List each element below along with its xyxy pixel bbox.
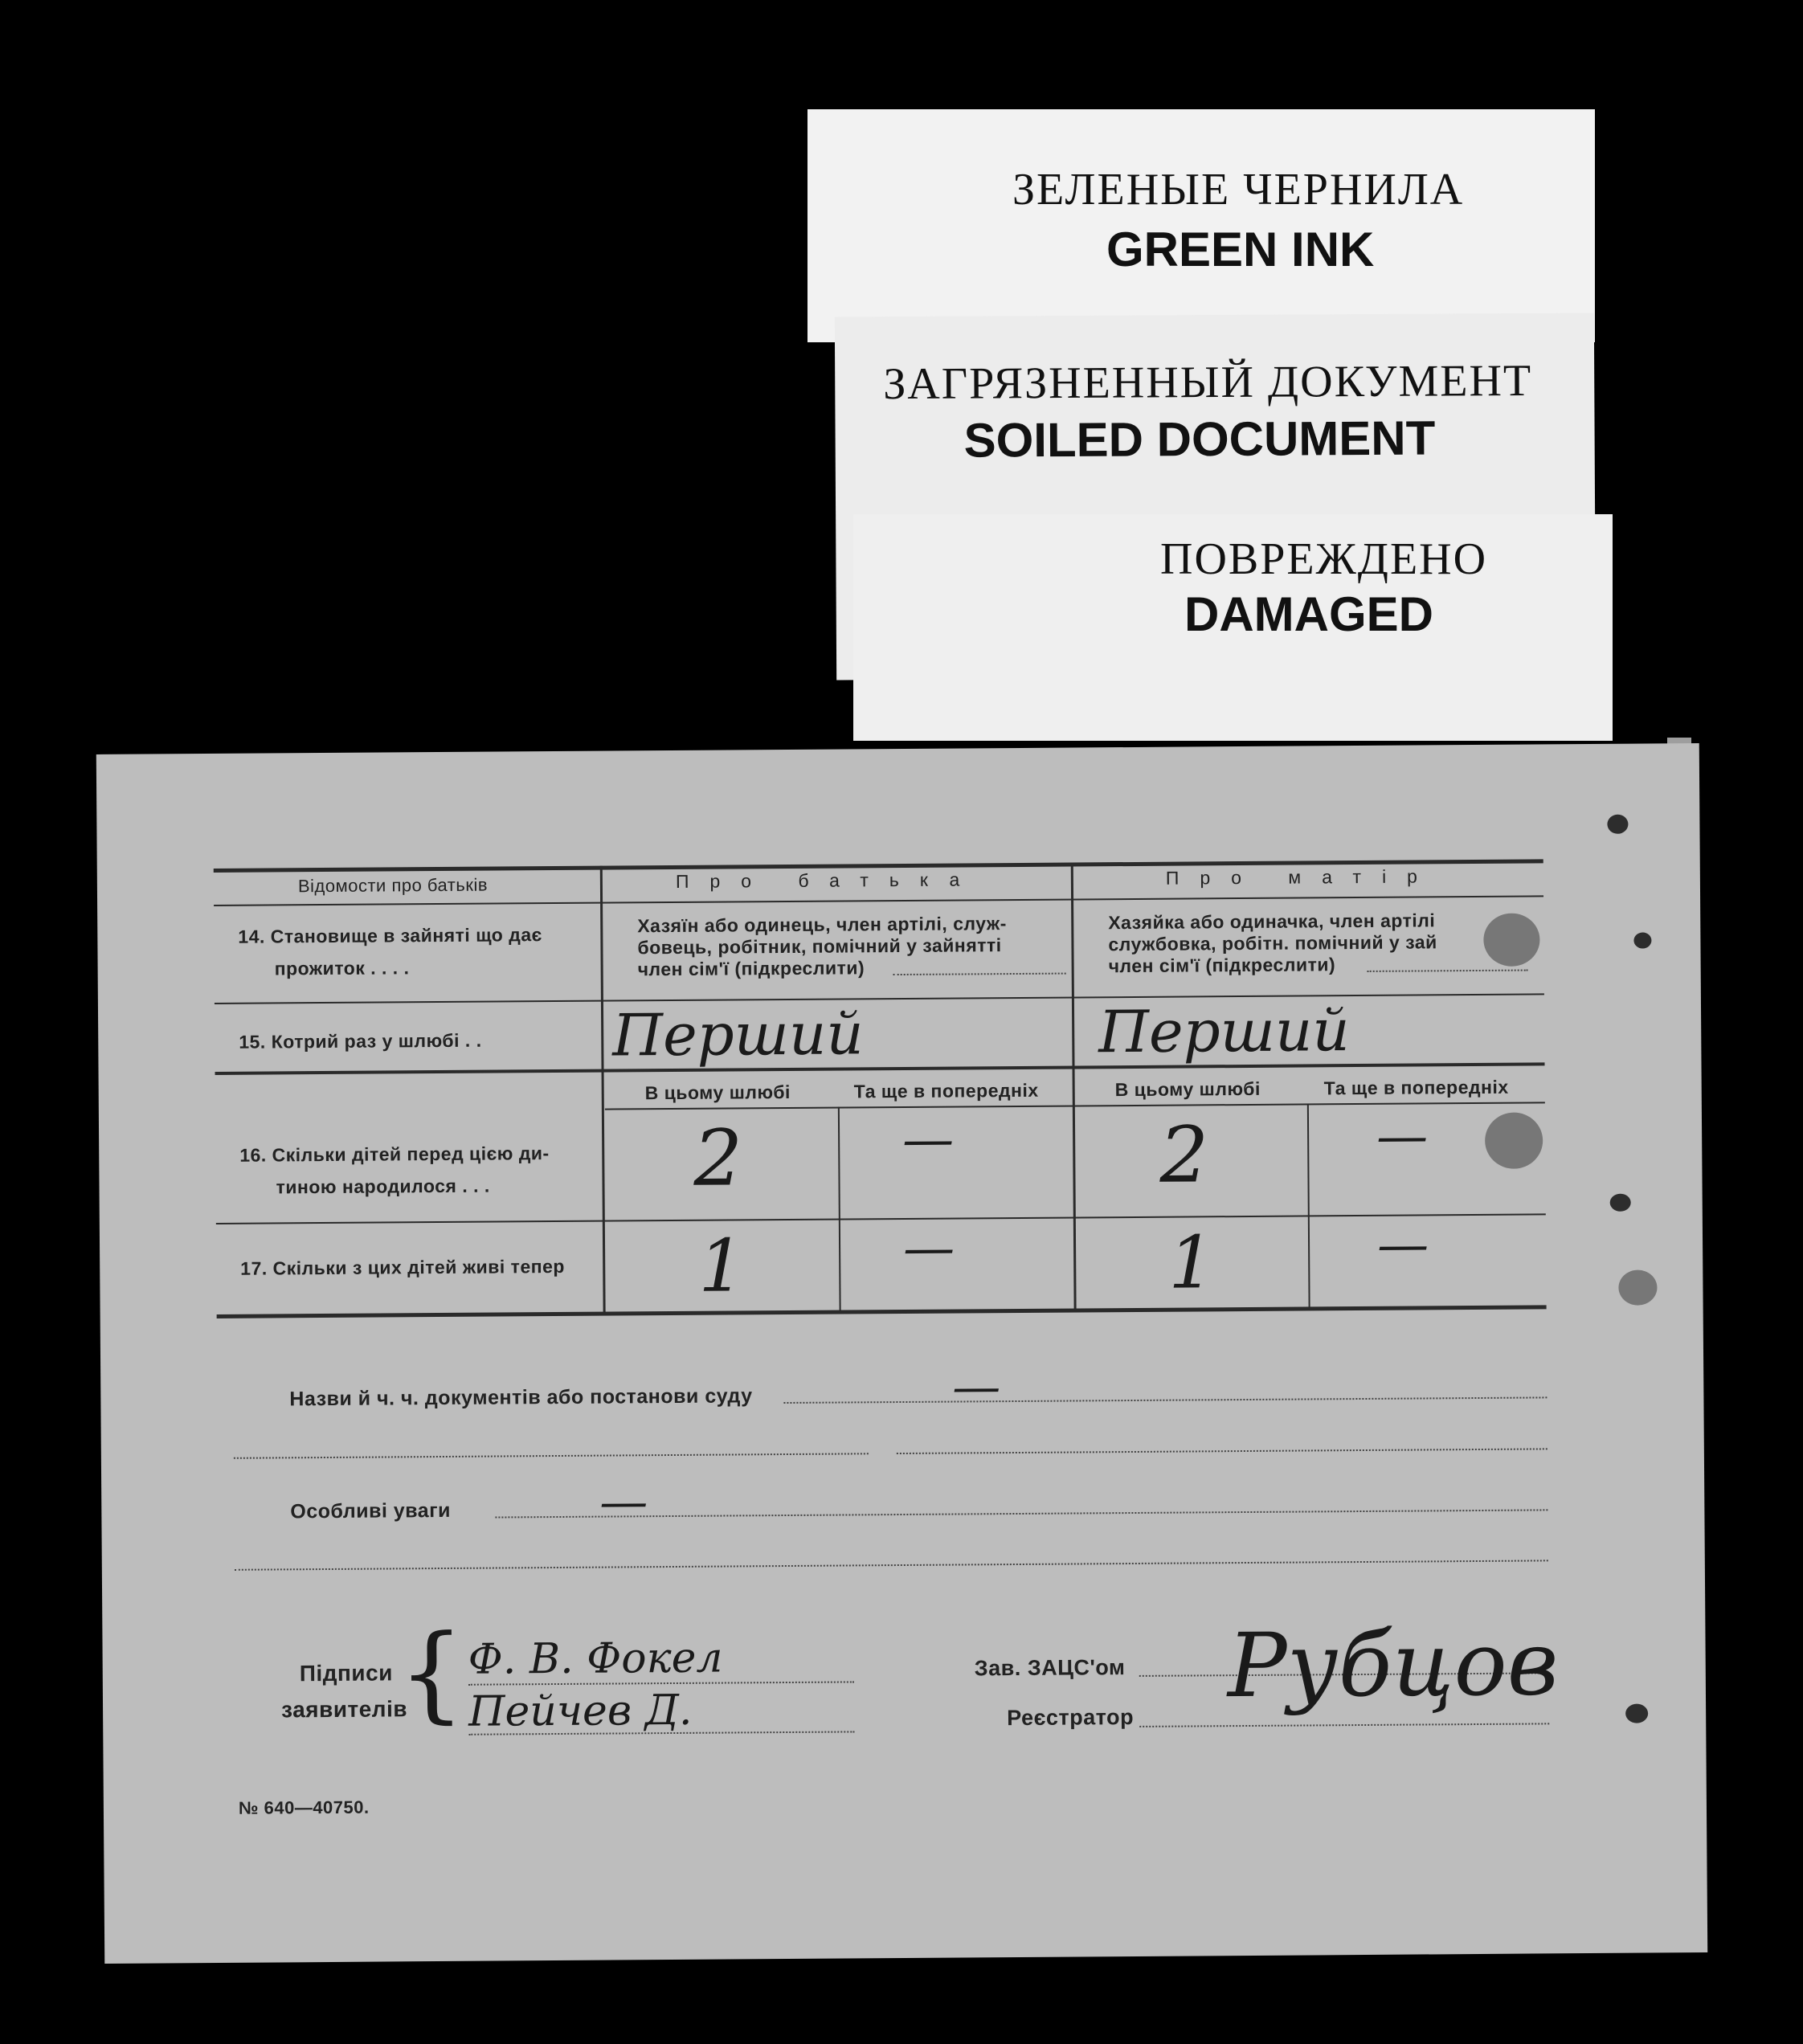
registrar-dots [1139, 1723, 1549, 1727]
green-ink-label-en: GREEN INK [1106, 223, 1375, 276]
binding-hole [1607, 815, 1628, 834]
column-divider-father [838, 1107, 841, 1313]
form-number: № 640—40750. [238, 1797, 370, 1818]
registration-form-sheet [96, 743, 1707, 1964]
row17-father-this-value: 1 [697, 1224, 745, 1309]
binding-hole [1633, 932, 1651, 948]
soiled-document-label-en: SOILED DOCUMENT [963, 411, 1436, 468]
signatures-brace: { [398, 1611, 466, 1735]
soiled-document-label-ru: ЗАГРЯЗНЕННЫЙ ДОКУМЕНТ [883, 355, 1533, 410]
damaged-label-card [853, 514, 1613, 741]
row14-father-line2: бовець, робiтник, помiчний у зайняттi [637, 934, 1002, 959]
signatures-label-line1: Пiдписи [299, 1660, 393, 1686]
damaged-label-ru: ПОВРЕЖДЕНО [1160, 534, 1488, 584]
row16-father-prev-value: — [902, 1110, 955, 1170]
applicant-signature-2: Пейчев Д. [468, 1686, 693, 1736]
notes-label: Особливi уваги [290, 1498, 452, 1523]
row14-mother-line3: член сiм'ї (пiдкреслити) [1108, 954, 1336, 977]
documents-dots-line2b [897, 1448, 1547, 1454]
green-ink-label-card [807, 109, 1595, 342]
row17-father-prev-value: — [902, 1218, 955, 1278]
row17-mother-prev-value: — [1376, 1215, 1429, 1275]
table-bottom-border [217, 1305, 1547, 1318]
row14-father-dots [893, 973, 1066, 976]
notes-dots [495, 1509, 1547, 1518]
notes-value: — [599, 1474, 648, 1531]
applicant-signature-1: Ф. В. Фокел [468, 1633, 723, 1684]
documents-label: Назви й ч. ч. документiв або постанови суду [289, 1384, 753, 1411]
subheader-father-previous: Та ще в попереднiх [853, 1079, 1039, 1102]
documents-dots [783, 1396, 1547, 1404]
binding-hole [1618, 1269, 1657, 1305]
row16-mother-this-value: 2 [1159, 1110, 1209, 1200]
binding-hole [1485, 1112, 1543, 1169]
header-parents-info: Відомости про батьків [297, 874, 489, 897]
row16-mother-prev-value: — [1376, 1106, 1429, 1167]
row15-label: 15. Котрий раз у шлюбi . . [239, 1029, 482, 1053]
row16-divider [216, 1213, 1546, 1224]
row15-father-handwritten: Перший [611, 1000, 864, 1069]
row14-mother-line1: Хазяйка або одиначка, член артiлi [1108, 910, 1436, 934]
registrar-label: Реєстратор [1007, 1704, 1135, 1731]
row14-mother-line2: службовка, робiтн. помiчний у зай [1108, 931, 1437, 955]
row16-label-line1: 16. Скiльки дiтей перед цiєю ди- [239, 1143, 550, 1166]
column-divider-2 [1071, 862, 1077, 1310]
row14-label-line2: прожиток . . . . [274, 957, 410, 979]
subheader-father-this-marriage: В цьому шлюбi [644, 1081, 791, 1104]
zags-head-label: Зав. ЗАЦС'ом [974, 1655, 1126, 1681]
signatures-label-line2: заявителiв [280, 1696, 408, 1723]
green-ink-label-ru: ЗЕЛЕНЫЕ ЧЕРНИЛА [1012, 165, 1465, 215]
row17-mother-this-value: 1 [1167, 1220, 1215, 1306]
header-about-mother: Про матір [1165, 865, 1439, 889]
row14-father-line3: член сiм'ї (пiдкреслити) [637, 957, 865, 980]
subheader-mother-previous: Та ще в попереднiх [1323, 1076, 1509, 1099]
binding-hole [1610, 1194, 1631, 1212]
column-divider-1 [600, 866, 606, 1314]
notes-dots-line2 [235, 1560, 1548, 1570]
row15-divider [215, 1062, 1545, 1075]
row14-father-line1: Хазяїн або одинець, член артiлi, служ- [637, 913, 1007, 937]
binding-hole [1483, 913, 1539, 966]
documents-value: — [952, 1359, 1001, 1416]
row16-label-line2: тиною народилося . . . [276, 1175, 490, 1198]
table-header-divider [214, 895, 1543, 906]
row16-father-this-value: 2 [693, 1113, 743, 1204]
damaged-label-en: DAMAGED [1184, 587, 1433, 641]
row15-mother-handwritten: Перший [1098, 996, 1350, 1066]
header-about-father: Про батька [675, 869, 981, 892]
column-divider-mother [1307, 1103, 1310, 1309]
registrar-signature: Рубцов [1227, 1612, 1560, 1718]
documents-dots-line2a [234, 1453, 869, 1459]
row14-label-line1: 14. Становище в зайнятi що дає [238, 924, 542, 947]
binding-hole [1625, 1704, 1648, 1723]
row17-label: 17. Скiльки з цих дiтей живi тепер [240, 1255, 566, 1279]
row14-mother-dots [1368, 970, 1528, 972]
subheader-mother-this-marriage: В цьому шлюбi [1114, 1077, 1261, 1101]
